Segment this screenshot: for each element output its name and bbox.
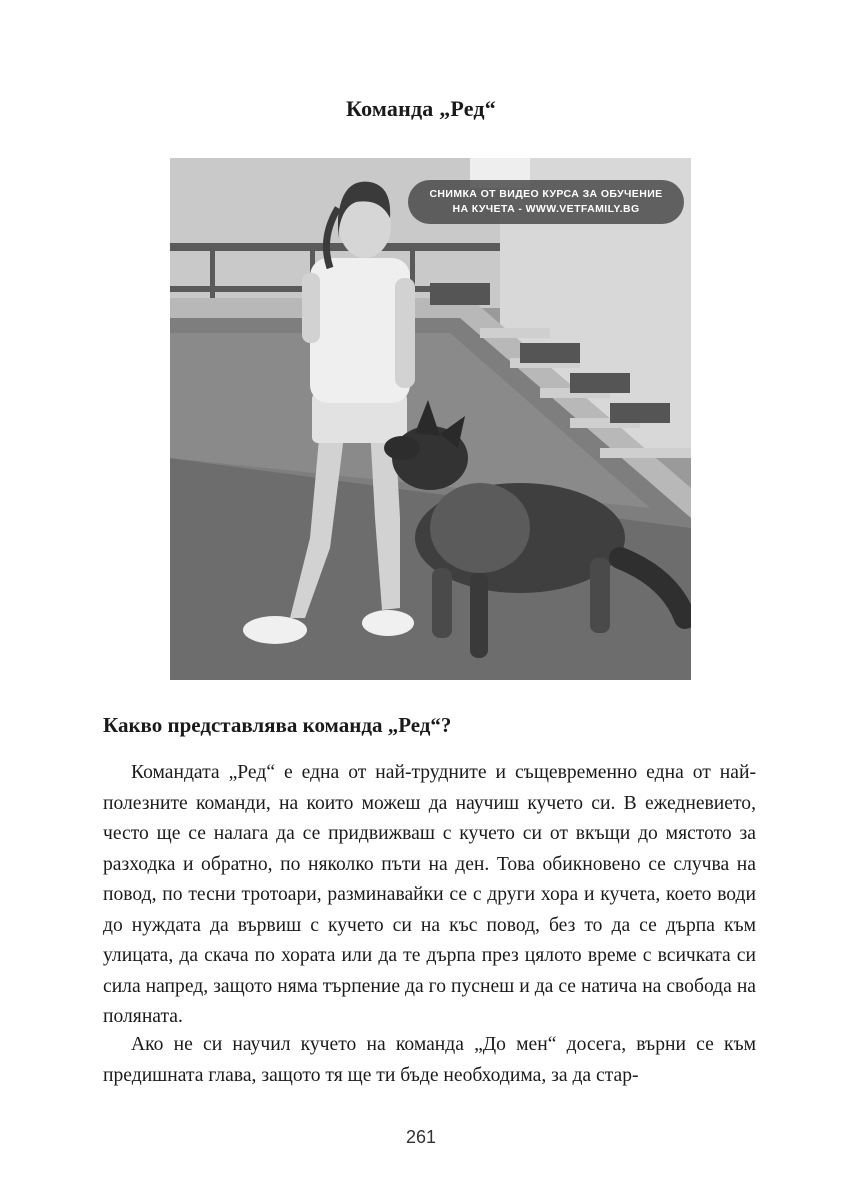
watermark-line-2: НА КУЧЕТА - WWW.VETFAMILY.BG: [452, 203, 640, 215]
photo-woman-training-dog: [170, 158, 691, 680]
video-course-watermark: [408, 180, 684, 224]
section-heading: Какво представлява команда „Ред“?: [103, 713, 452, 737]
photo-illustration: [170, 158, 691, 680]
chapter-title: Команда „Ред“: [346, 96, 496, 121]
page-number: 261: [405, 1127, 437, 1147]
watermark-line-1: СНИМКА ОТ ВИДЕО КУРСА ЗА ОБУЧЕНИЕ: [429, 188, 663, 200]
body-paragraph-2: Ако не си научил кучето на команда „До мен“ досега, върни се към предишната глава, защото тя ще ти бъде необходима, за да стар-: [103, 1034, 756, 1086]
body-paragraph-1: Командата „Ред“ е една от най-трудните и същевременно една от най-полезните команди, на които можеш да научиш кучето си. В ежедневието, често ще се налага да се придвижваш с кучето си от вкъщи до мястото за разходка и обратно, по няколко пъти на ден. Това обикновено се случва на повод, по тесни тротоари, разминавайки се с други хора и кучета, което води до нуждата да вървиш с кучето си на къс повод, без то да се дърпа към улицата, да скача по хората или да те дърпа през цялото време с всичката си сила напред, защото няма търпение да го пуснеш и да се натича на свобода на поляната.: [103, 762, 756, 1027]
